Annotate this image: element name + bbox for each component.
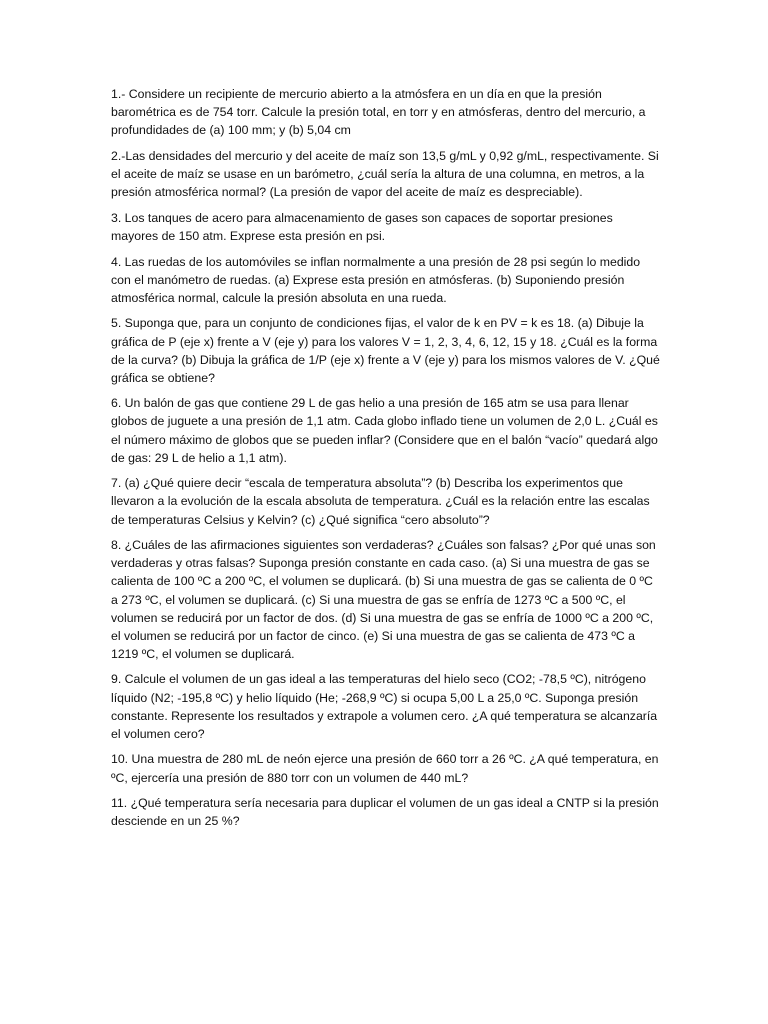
problem-4: 4. Las ruedas de los automóviles se inflan normalmente a una presión de 28 psi según lo medido con el manómetro de ruedas. (a) Exprese esta presión en atmósferas. (b) Suponiendo presión atmosférica normal, calcule la presión absoluta en una rueda. <box>111 254 641 305</box>
problem-list <box>111 85 661 838</box>
problem-6: 6. Un balón de gas que contiene 29 L de gas helio a una presión de 165 atm se usa para llenar globos de juguete a una presión de 1,1 atm. Cada globo inflado tiene un volumen de 2,0 L. ¿Cuál es el número máximo de globos que se pueden inflar? (Considere que en el balón “vacío” quedará algo de gas: 29 L de helio a 1,1 atm). <box>111 396 658 465</box>
problem-10: 10. Una muestra de 280 mL de neón ejerce una presión de 660 torr a 26 ºC. ¿A qué temperatura, en ºC, ejercería una presión de 880 torr con un volumen de 440 mL? <box>111 752 659 785</box>
problem-5: 5. Suponga que, para un conjunto de condiciones fijas, el valor de k en PV = k es 18. (a) Dibuje la gráfica de P (eje x) frente a V (eje y) para los valores V = 1, 2, 3, 4, 6, 12, 15 y 18. ¿Cuál es la forma de la curva? (b) Dibuja la gráfica de 1/P (eje x) frente a V (eje y) para los mismos valores de V. ¿Qué gráfica se obtiene? <box>111 316 660 385</box>
problem-3: 3. Los tanques de acero para almacenamiento de gases son capaces de soportar presiones mayores de 150 atm. Exprese esta presión en psi. <box>111 210 613 243</box>
problem-1: 1.- Considere un recipiente de mercurio abierto a la atmósfera en un día en que la presión barométrica es de 754 torr. Calcule la presión total, en torr y en atmósferas, dentro del mercurio, a profundidades de (a) 100 mm; y (b) 5,04 cm <box>111 87 646 138</box>
problem-11: 11. ¿Qué temperatura sería necesaria para duplicar el volumen de un gas ideal a CNTP si la presión desciende en un 25 %? <box>111 796 659 829</box>
problem-9: 9. Calcule el volumen de un gas ideal a las temperaturas del hielo seco (CO2; -78,5 ºC), nitrógeno líquido (N2; -195,8 ºC) y helio líquido (He; -268,9 ºC) si ocupa 5,00 L a 25,0 ºC. Suponga presión constante. Represente los resultados y extrapole a volumen cero. ¿A qué temperatura se alcanzaría el volumen cero? <box>111 672 658 741</box>
problem-7: 7. (a) ¿Qué quiere decir “escala de temperatura absoluta”? (b) Describa los experimentos que llevaron a la evolución de la escala absoluta de temperatura. ¿Cuál es la relación entre las escalas de temperaturas Celsius y Kelvin? (c) ¿Qué significa “cero absoluto”? <box>111 476 650 527</box>
problem-2: 2.-Las densidades del mercurio y del aceite de maíz son 13,5 g/mL y 0,92 g/mL, respectivamente. Si el aceite de maíz se usase en un barómetro, ¿cuál sería la altura de una columna, en metros, a la presión atmosférica normal? (La presión de vapor del aceite de maíz es despreciable). <box>111 148 659 200</box>
problem-8: 8. ¿Cuáles de las afirmaciones siguientes son verdaderas? ¿Cuáles son falsas? ¿Por qué unas son verdaderas y otras falsas? Suponga presión constante en cada caso. (a) Si una muestra de gas se calienta de 100 ºC a 200 ºC, el volumen se duplicará. (b) Si una muestra de gas se calienta de 0 ºC a 273 ºC, el volumen se duplicará. (c) Si una muestra de gas se enfría de 1273 ºC a 500 ºC, el volumen se reducirá por un factor de dos. (d) Si una muestra de gas se enfría de 1000 ºC a 200 ºC, el volumen se reducirá por un factor de cinco. (e) Si una muestra de gas se calienta de 473 ºC a 1219 ºC, el volumen se duplicará. <box>111 538 656 661</box>
